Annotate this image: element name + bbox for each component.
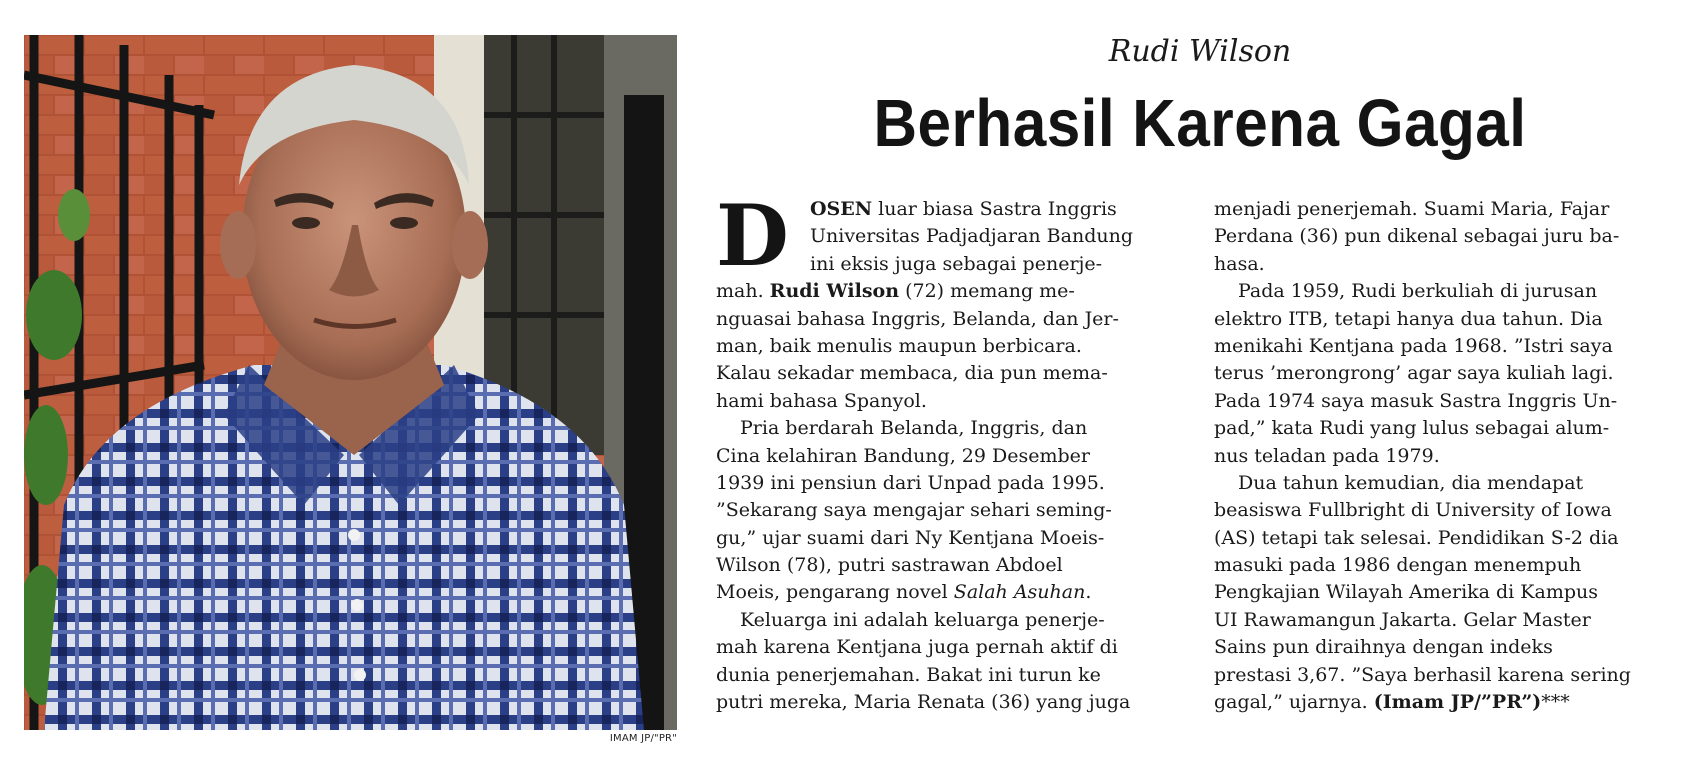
- text-line: UI Rawamangun Jakarta. Gelar Master: [1214, 608, 1591, 631]
- text-line: hasa.: [1214, 252, 1265, 275]
- text-line: masuki pada 1986 dengan menempuh: [1214, 554, 1582, 577]
- text-line: Pria berdarah Belanda, Inggris, dan: [740, 417, 1088, 440]
- text-line: menjadi penerjemah. Suami Maria, Fajar: [1214, 198, 1610, 220]
- text-line: menikahi Kentjana pada 1968. ”Istri saya: [1214, 334, 1613, 357]
- text-span: (72) memang me-: [899, 280, 1075, 303]
- article-column-right: [1214, 196, 1684, 716]
- article-headline: Berhasil Karena Gagal: [873, 86, 1527, 161]
- text-line: man, baik menulis maupun berbicara.: [716, 334, 1082, 357]
- text-line: mah karena Kentjana juga pernah aktif di: [716, 636, 1118, 659]
- portrait-illustration: [24, 35, 677, 730]
- text-span: luar biasa Sastra Inggris: [872, 198, 1117, 220]
- end-mark: ***: [1541, 691, 1570, 714]
- text-line: hami bahasa Spanyol.: [716, 389, 927, 412]
- text-line: Pada 1959, Rudi berkuliah di jurusan: [1238, 280, 1598, 303]
- portrait-photo: [24, 35, 677, 730]
- text-line: Cina kelahiran Bandung, 29 Desember: [716, 444, 1090, 467]
- article-kicker: Rudi Wilson: [1108, 34, 1292, 69]
- dropcap-paragraph: [716, 186, 1186, 285]
- text-line: 1939 ini pensiun dari Unpad pada 1995.: [716, 471, 1105, 494]
- text-line: ”Sekarang saya mengajar sehari seming-: [716, 499, 1112, 522]
- text-line: Kalau sekadar membaca, dia pun mema-: [716, 362, 1108, 385]
- text-line: nus teladan pada 1979.: [1214, 444, 1440, 467]
- lead-word: OSEN: [810, 198, 873, 220]
- text-span: Moeis, pengarang novel: [716, 581, 954, 604]
- text-line: terus ’merongrong’ agar saya kuliah lagi.: [1214, 362, 1614, 385]
- text-line: prestasi 3,67. ”Saya berhasil karena sering: [1214, 663, 1631, 686]
- text-line: gu,” ujar suami dari Ny Kentjana Moeis-: [716, 526, 1105, 549]
- text-line: putri mereka, Maria Renata (36) yang juga: [716, 691, 1131, 714]
- text-line: Universitas Padjadjaran Bandung: [810, 225, 1133, 248]
- novel-title: Salah Asuhan: [953, 581, 1086, 604]
- photo-credit: IMAM JP/"PR": [609, 733, 677, 744]
- text-line: Sains pun diraihnya dengan indeks: [1214, 636, 1553, 659]
- text-span: .: [1085, 581, 1092, 604]
- article-column-left: [716, 186, 1186, 716]
- text-span: mah.: [716, 280, 770, 303]
- text-line: dunia penerjemahan. Bakat ini turun ke: [716, 663, 1101, 686]
- text-line: Pada 1974 saya masuk Sastra Inggris Un-: [1214, 389, 1618, 412]
- text-line: Pengkajian Wilayah Amerika di Kampus: [1214, 581, 1598, 604]
- text-line: nguasai bahasa Inggris, Belanda, dan Jer-: [716, 307, 1119, 330]
- text-line: Dua tahun kemudian, dia mendapat: [1238, 471, 1584, 494]
- text-line: ini eksis juga sebagai penerje-: [810, 252, 1103, 275]
- text-line: Wilson (78), putri sastrawan Abdoel: [716, 554, 1063, 577]
- subject-name: Rudi Wilson: [769, 280, 900, 303]
- text-line: beasiswa Fullbright di University of Iowa: [1214, 499, 1612, 522]
- byline: (Imam JP/”PR”): [1373, 691, 1542, 714]
- text-span: gagal,” ujarnya.: [1214, 691, 1374, 714]
- text-line: elektro ITB, tetapi hanya dua tahun. Dia: [1214, 307, 1603, 330]
- text-line: (AS) tetapi tak selesai. Pendidikan S-2 dia: [1214, 526, 1619, 549]
- drop-cap: D: [716, 186, 789, 285]
- text-line: Keluarga ini adalah keluarga penerje-: [740, 608, 1105, 631]
- text-line: Perdana (36) pun dikenal sebagai juru ba-: [1214, 225, 1620, 248]
- text-line: [1214, 689, 1684, 716]
- text-line: pad,” kata Rudi yang lulus sebagai alum-: [1214, 417, 1610, 440]
- text-line: [716, 579, 1186, 606]
